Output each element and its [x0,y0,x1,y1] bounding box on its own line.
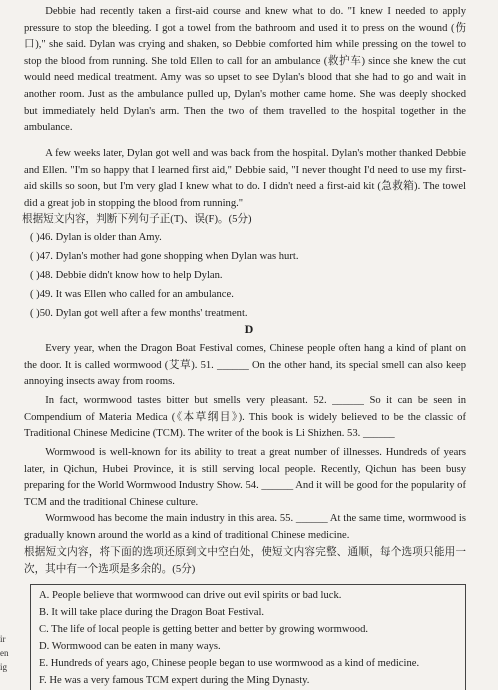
margin-fragments [0,632,14,674]
option-e: E. Hundreds of years ago, Chinese people began to use wormwood as a kind of medicine. [39,658,420,669]
passage-d-paragraph-4: Wormwood has become the main industry in this area. 55. ______ At the same time, wormwood is gradually known around the world as a kind of traditional Chinese medicine. [24,513,466,541]
tf-instruction: 根据短文内容，判断下列句子正(T)、误(F)。(5分) [22,214,252,225]
tf-item-46: ( )46. Dylan is older than Amy. [30,232,162,243]
tf-item-48: ( )48. Debbie didn't know how to help Dylan. [30,270,223,281]
options-box [30,584,466,690]
option-d: D. Wormwood can be eaten in many ways. [39,641,221,652]
option-c: C. The life of local people is getting better and better by growing wormwood. [39,624,369,635]
tf-item-49: ( )49. It was Ellen who called for an ambulance. [30,289,234,300]
tf-item-50: ( )50. Dylan got well after a few months' treatment. [30,308,248,319]
option-a: A. People believe that wormwood can drive out evil spirits or bad luck. [39,590,342,601]
margin-fragment: ig [0,662,8,672]
tf-item-47: ( )47. Dylan's mother had gone shopping when Dylan was hurt. [30,251,299,262]
option-f: F. He was a very famous TCM expert during the Ming Dynasty. [39,675,310,686]
section-d-heading: D [244,322,254,336]
passage-d-paragraph-2: In fact, wormwood tastes bitter but smells very pleasant. 52. ______ So it can be seen in Compendium of Materia Medica (《本草纲目》). This book is widely believed to be the classic of Traditional Chinese Medicine (TCM). The writer of the book is Li Shizhen. 53. ______ [24,395,466,440]
passage-c-paragraph-1: Debbie had recently taken a first-aid course and knew what to do. "I knew I needed to apply pressure to stop the bleeding. I got a towel from the bathroom and used it to press on the wound (伤口)," she said. Dylan was crying and shaken, so Debbie comforted him while pressing on the towel to stop the blood from running. She told Ellen to call for an ambulance (救护车) since she knew the cut would need medical treatment. Amy was so upset to see Dylan's blood that she had to go and wait in another room. Just as the ambulance pulled up, Dylan's mother came home. She was deeply shocked but immediately held Dylan's arm. Then the two of them travelled to the hospital together in the ambulance. [24,6,466,134]
passage-c-paragraph-2: A few weeks later, Dylan got well and was back from the hospital. Dylan's mother thanked Debbie and Ellen. "I'm so happy that I learned first aid," Debbie said, "I never thought I'd need to use my first-aid skills so soon, but I'm very glad I knew what to do. I didn't need a first-aid kit (急救箱). The towel did a great job in stopping the blood from running." [24,148,466,209]
passage-d-paragraph-3: Wormwood is well-known for its ability to treat a great number of illnesses. Hundreds of years later, in Qichun, Hubei Province, it is still serving local people. Recently, Qichun has been busy preparing for the World Wormwood Industry Show. 54. ______ And it will be good for the popularity of TCM and the traditional Chinese culture. [24,447,466,508]
margin-fragment: ir [0,634,6,644]
margin-fragment: en [0,648,9,658]
fill-instruction: 根据短文内容，将下面的选项还原到文中空白处，使短文内容完整、通顺，每个选项只能用一次，其中有一个选项是多余的。(5分) [24,547,466,575]
option-b: B. It will take place during the Dragon Boat Festival. [39,607,265,618]
passage-d-paragraph-1: Every year, when the Dragon Boat Festival comes, Chinese people often hang a kind of plant on the door. It is called wormwood (艾草). 51. ______ On the other hand, its special smell can also keep annoying insects away from rooms. [24,343,466,388]
